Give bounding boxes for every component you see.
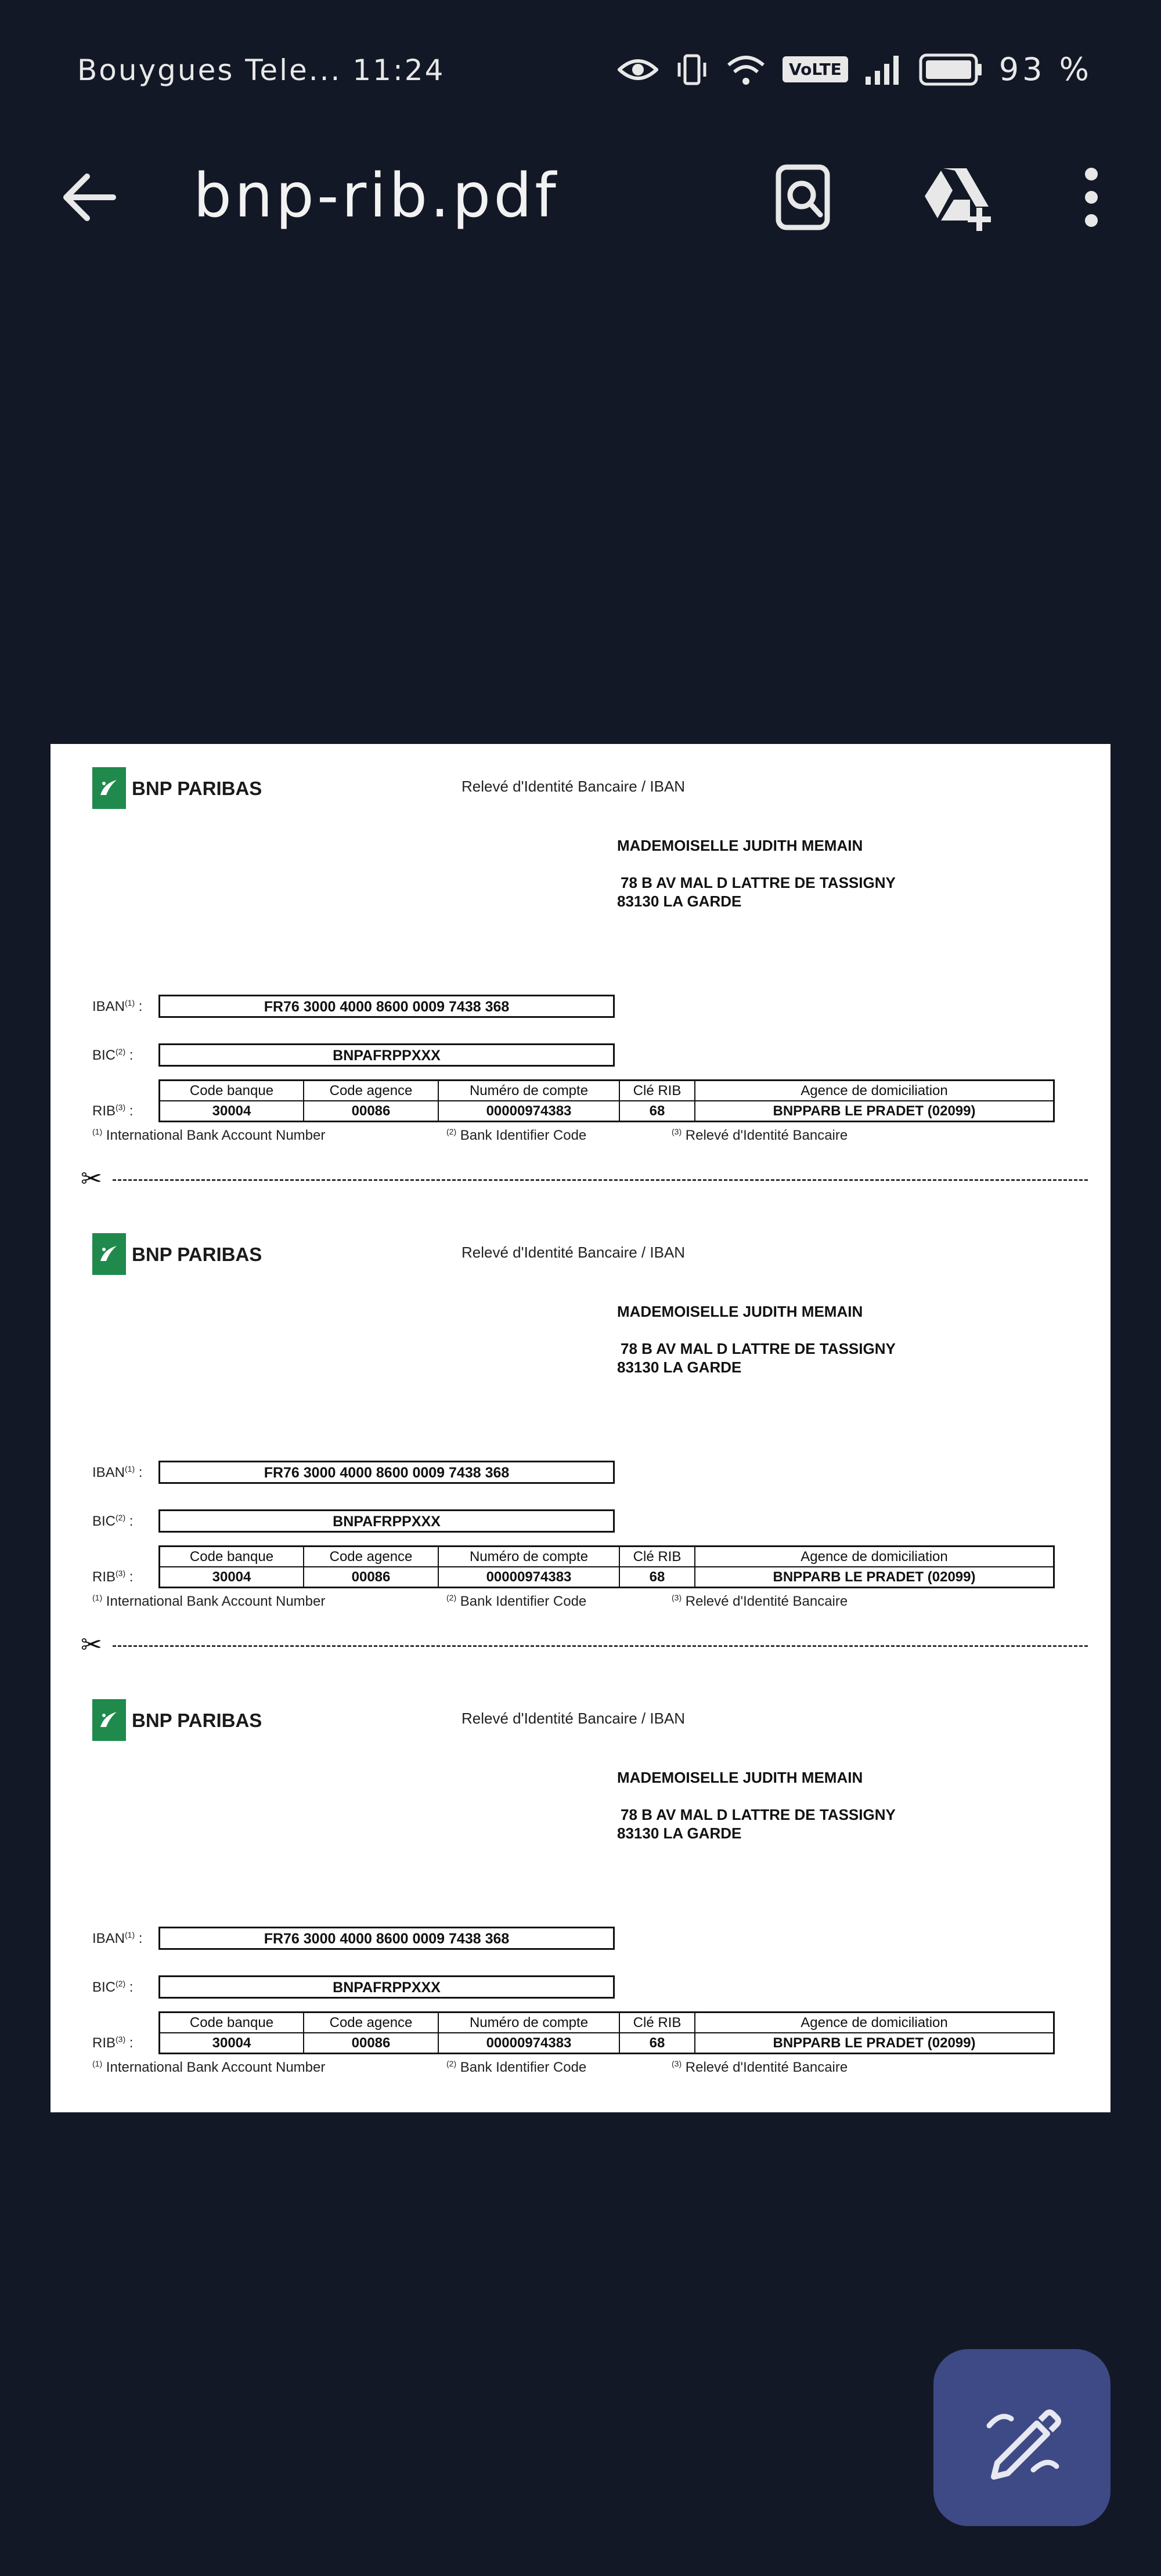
vibrate-icon: [675, 52, 709, 87]
rib-header-cell: Numéro de compte: [438, 2013, 619, 2033]
iban-value: FR76 3000 4000 8600 0009 7438 368: [158, 1461, 615, 1484]
rib-header-cell: Clé RIB: [619, 2013, 695, 2033]
iban-label: IBAN$^{(1)}$ :: [92, 998, 143, 1014]
rib-value-cell: 68: [619, 1101, 695, 1122]
rib-table: [158, 1079, 1055, 1122]
rib-slip: [51, 1676, 1110, 2094]
bic-value: BNPAFRPPXXX: [158, 1043, 615, 1067]
pdf-page[interactable]: [51, 744, 1110, 2112]
rib-title: Relevé d'Identité Bancaire / IBAN: [461, 778, 686, 795]
rib-header-cell: Clé RIB: [619, 1547, 695, 1567]
address-line-2: 83130 LA GARDE: [617, 1824, 742, 1842]
rib-header-cell: Clé RIB: [619, 1081, 695, 1101]
rib-value-cell: BNPPARB LE PRADET (02099): [695, 2033, 1054, 2054]
rib-header-cell: Code banque: [160, 1547, 304, 1567]
cut-line: [81, 1165, 1102, 1193]
rib-label: RIB$^{(3)}$ :: [92, 1103, 134, 1119]
wifi-icon: [726, 52, 766, 87]
bnp-logo: [92, 767, 126, 809]
battery-percent: 93 %: [998, 51, 1093, 88]
rib-value-cell: 30004: [160, 1101, 304, 1122]
address-line-1: 78 B AV MAL D LATTRE DE TASSIGNY: [621, 1806, 896, 1823]
rib-value-cell: 30004: [160, 2033, 304, 2054]
star-logo-icon: [98, 778, 119, 799]
footnote-1: $^{(1)}$ International Bank Account Number: [92, 2059, 326, 2075]
footnote-1: $^{(1)}$ International Bank Account Number: [92, 1127, 326, 1143]
rib-value-cell: BNPPARB LE PRADET (02099): [695, 1567, 1054, 1588]
battery-icon: [919, 53, 983, 86]
carrier-time: Bouygues Tele... 11:24: [77, 53, 445, 87]
account-holder: MADEMOISELLE JUDITH MEMAIN: [617, 1769, 863, 1786]
iban-value: FR76 3000 4000 8600 0009 7438 368: [158, 1927, 615, 1950]
bnp-logo: [92, 1233, 126, 1275]
more-options-button[interactable]: [1057, 162, 1126, 232]
rib-header-cell: Agence de domiciliation: [695, 1081, 1054, 1101]
rib-slip: [51, 1210, 1110, 1628]
scissors-icon: ✂: [81, 1165, 102, 1193]
footnote-2: $^{(2)}$ Bank Identifier Code: [446, 1127, 587, 1143]
document-title: bnp-rib.pdf: [193, 160, 559, 231]
rib-value-cell: 68: [619, 2033, 695, 2054]
footnote-3: $^{(3)}$ Relevé d'Identité Bancaire: [672, 1127, 848, 1143]
rib-value-cell: BNPPARB LE PRADET (02099): [695, 1101, 1054, 1122]
account-holder: MADEMOISELLE JUDITH MEMAIN: [617, 1303, 863, 1320]
bic-label: BIC$^{(2)}$ :: [92, 1047, 134, 1063]
iban-label: IBAN$^{(1)}$ :: [92, 1930, 143, 1946]
app-bar: [0, 145, 1161, 250]
rib-header-cell: Agence de domiciliation: [695, 2013, 1054, 2033]
rib-header-cell: Numéro de compte: [438, 1547, 619, 1567]
bic-value: BNPAFRPPXXX: [158, 1975, 615, 1999]
bank-name: BNP PARIBAS: [132, 1710, 262, 1731]
rib-header-cell: Agence de domiciliation: [695, 1547, 1054, 1567]
rib-header-cell: Code banque: [160, 1081, 304, 1101]
rib-header-cell: Code agence: [304, 2013, 438, 2033]
add-to-drive-icon: [920, 162, 996, 232]
footnote-2: $^{(2)}$ Bank Identifier Code: [446, 2059, 587, 2075]
bank-name: BNP PARIBAS: [132, 1244, 262, 1265]
status-bar: [0, 0, 1161, 145]
rib-header-cell: Code banque: [160, 2013, 304, 2033]
edit-fab-button[interactable]: [933, 2349, 1110, 2526]
address-line-1: 78 B AV MAL D LATTRE DE TASSIGNY: [621, 874, 896, 891]
rib-value-cell: 68: [619, 1567, 695, 1588]
rib-header-cell: Code agence: [304, 1081, 438, 1101]
rib-value-cell: 00000974383: [438, 1567, 619, 1588]
rib-label: RIB$^{(3)}$ :: [92, 2035, 134, 2051]
footnote-1: $^{(1)}$ International Bank Account Number: [92, 1593, 326, 1609]
rib-title: Relevé d'Identité Bancaire / IBAN: [461, 1244, 686, 1261]
add-to-drive-button[interactable]: [920, 162, 990, 232]
rib-title: Relevé d'Identité Bancaire / IBAN: [461, 1710, 686, 1727]
rib-label: RIB$^{(3)}$ :: [92, 1569, 134, 1585]
cut-line: [81, 1631, 1102, 1659]
rib-header-cell: Numéro de compte: [438, 1081, 619, 1101]
rib-value-cell: 00086: [304, 2033, 438, 2054]
address-line-2: 83130 LA GARDE: [617, 893, 742, 910]
signal-icon: [864, 53, 903, 86]
star-logo-icon: [98, 1244, 119, 1264]
star-logo-icon: [98, 1710, 119, 1730]
bank-name: BNP PARIBAS: [132, 778, 262, 799]
rib-value-cell: 00086: [304, 1567, 438, 1588]
bnp-logo: [92, 1699, 126, 1741]
rib-value-cell: 00000974383: [438, 2033, 619, 2054]
footnote-3: $^{(3)}$ Relevé d'Identité Bancaire: [672, 1593, 848, 1609]
status-icons: [618, 51, 1093, 88]
bic-label: BIC$^{(2)}$ :: [92, 1979, 134, 1995]
rib-value-cell: 00086: [304, 1101, 438, 1122]
more-vert-icon: [1057, 162, 1126, 232]
scissors-icon: ✂: [81, 1631, 102, 1659]
footnote-3: $^{(3)}$ Relevé d'Identité Bancaire: [672, 2059, 848, 2075]
volte-badge: VoLTE: [783, 56, 848, 82]
eye-icon: [618, 57, 658, 82]
bic-value: BNPAFRPPXXX: [158, 1509, 615, 1533]
account-holder: MADEMOISELLE JUDITH MEMAIN: [617, 837, 863, 854]
footnote-2: $^{(2)}$ Bank Identifier Code: [446, 1593, 587, 1609]
arrow-left-icon: [58, 168, 122, 226]
back-button[interactable]: [58, 168, 122, 226]
search-in-document-button[interactable]: [769, 162, 839, 232]
document-search-icon: [769, 162, 839, 232]
rib-table: [158, 2011, 1055, 2054]
iban-label: IBAN$^{(1)}$ :: [92, 1464, 143, 1480]
edit-pen-icon: [933, 2349, 1110, 2526]
rib-value-cell: 00000974383: [438, 1101, 619, 1122]
rib-header-cell: Code agence: [304, 1547, 438, 1567]
bic-label: BIC$^{(2)}$ :: [92, 1513, 134, 1529]
rib-table: [158, 1545, 1055, 1588]
iban-value: FR76 3000 4000 8600 0009 7438 368: [158, 995, 615, 1018]
rib-value-cell: 30004: [160, 1567, 304, 1588]
rib-slip: [51, 744, 1110, 1162]
address-line-1: 78 B AV MAL D LATTRE DE TASSIGNY: [621, 1340, 896, 1357]
address-line-2: 83130 LA GARDE: [617, 1359, 742, 1376]
